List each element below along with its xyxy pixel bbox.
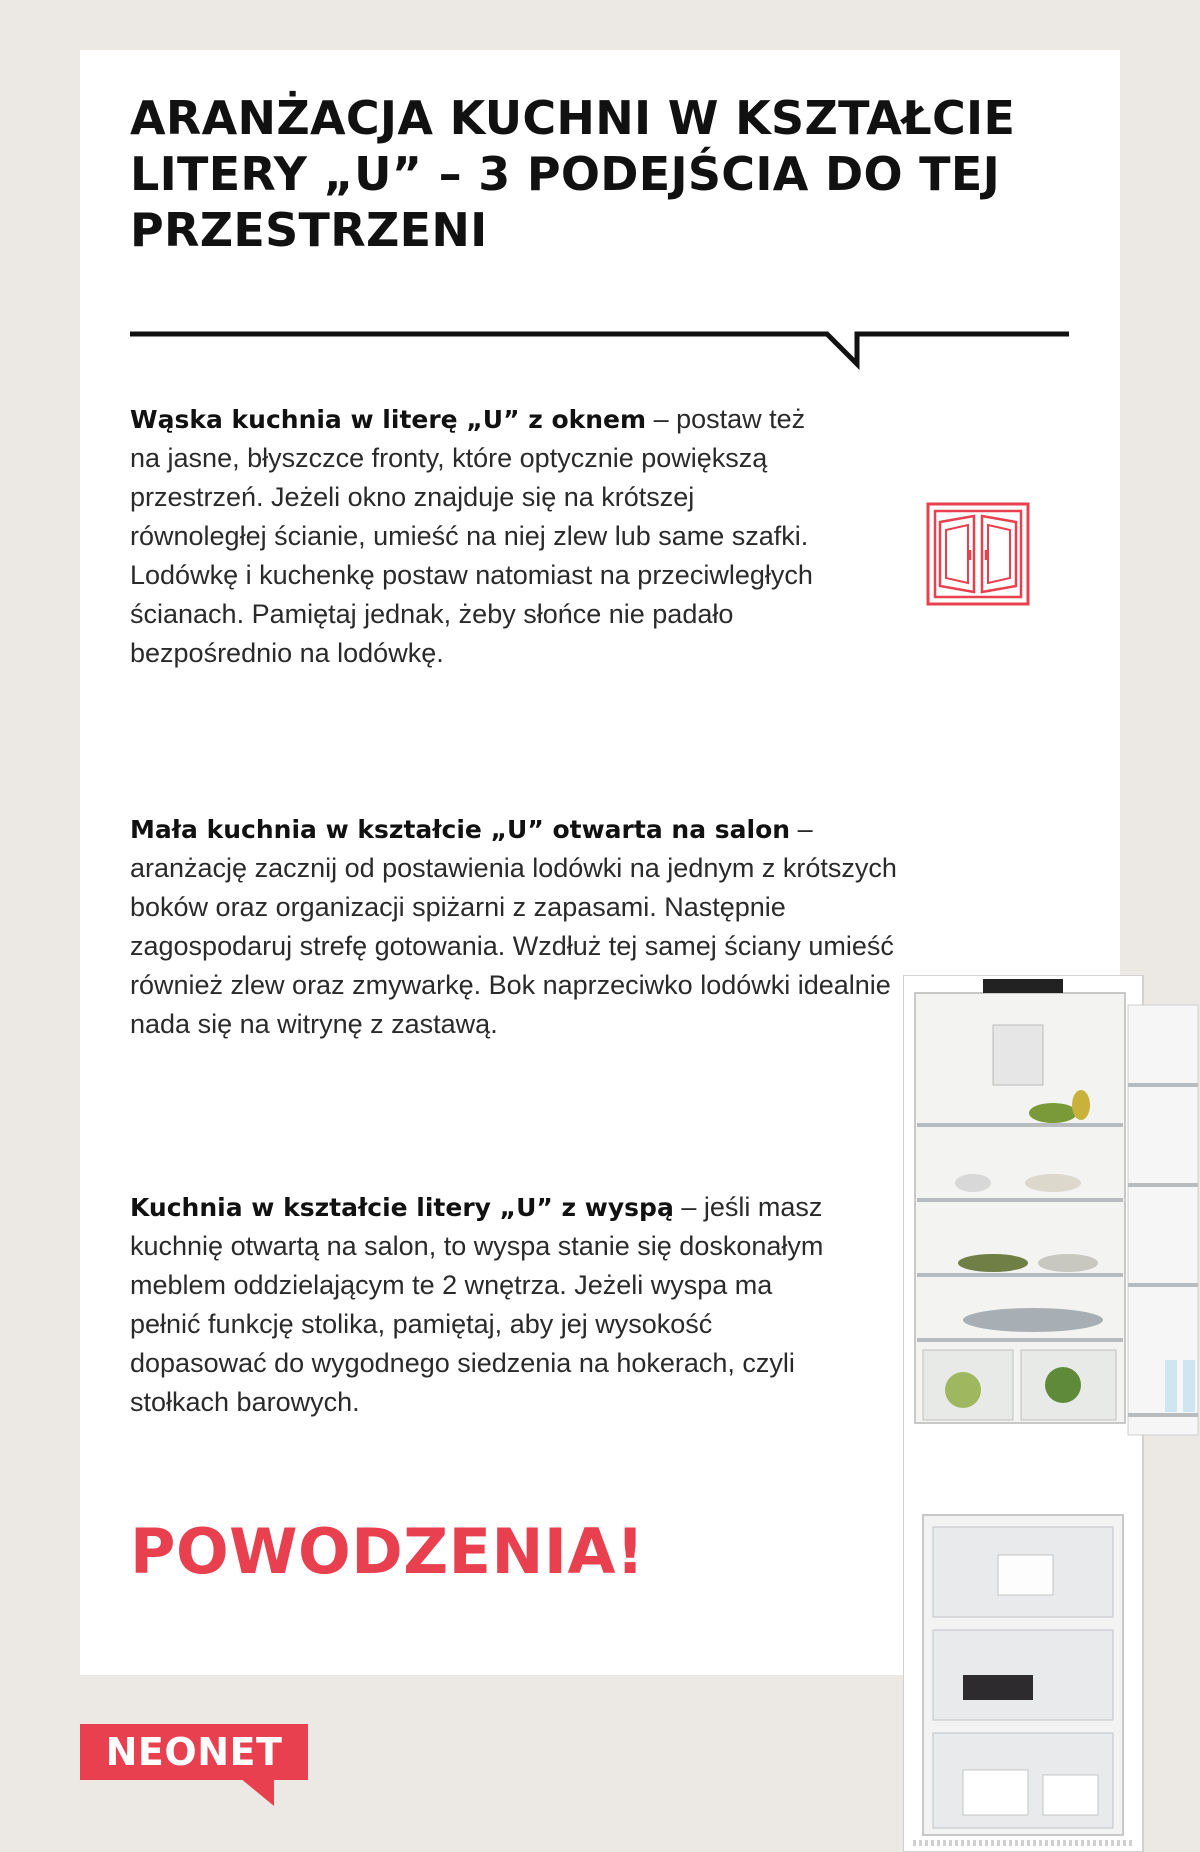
section-text: – jeśli masz kuchnię otwartą na salon, to wyspa stanie się doskonałym meblem oddzielającym te 2 wnętrza. Jeżeli wyspa ma pełnić funkcję stolika, pamiętaj, aby jej wysokość dopasować do wygodnego siedzenia na hokerach, czyli stołkach barowych.	[130, 1192, 824, 1417]
neonet-logo: NEONET	[80, 1724, 308, 1780]
page-title: ARANŻACJA KUCHNI W KSZTAŁCIE LITERY „U” – 3 PODEJŚCIA DO TEJ PRZESTRZENI	[130, 91, 1016, 257]
logo-tail-shape	[240, 1778, 276, 1808]
fridge-image	[903, 975, 1200, 1852]
section-narrow-kitchen	[130, 400, 830, 673]
section-text: – aranżację zacznij od postawienia lodówki na jednym z krótszych boków oraz organizacji spiżarni z zapasami. Następnie zagospodaruj strefę gotowania. Wzdłuż tej samej ściany umieść również zlew oraz zmywarkę. Bok naprzeciwko lodówki idealnie nada się na witrynę z zastawą.	[130, 814, 897, 1039]
section-heading: Kuchnia w kształcie litery „U” z wyspą	[130, 1193, 674, 1222]
section-small-kitchen	[130, 810, 920, 1044]
cta-text: POWODZENIA!	[130, 1515, 645, 1588]
section-text: – postaw też na jasne, błyszczce fronty, które optycznie powiększą przestrzeń. Jeżeli okno znajduje się na krótszej równoległej ścianie, umieść na niej zlew lub same szafki. Lodówkę i kuchenkę postaw natomiast na przeciwległych ścianach. Pamiętaj jednak, żeby słońce nie padało bezpośrednio na lodówkę.	[130, 404, 813, 668]
section-heading: Wąska kuchnia w literę „U” z oknem	[130, 405, 647, 434]
section-island-kitchen	[130, 1188, 850, 1422]
section-heading: Mała kuchnia w kształcie „U” otwarta na salon	[130, 815, 791, 844]
window-icon	[926, 502, 1030, 606]
speech-bubble-divider	[130, 280, 1090, 390]
